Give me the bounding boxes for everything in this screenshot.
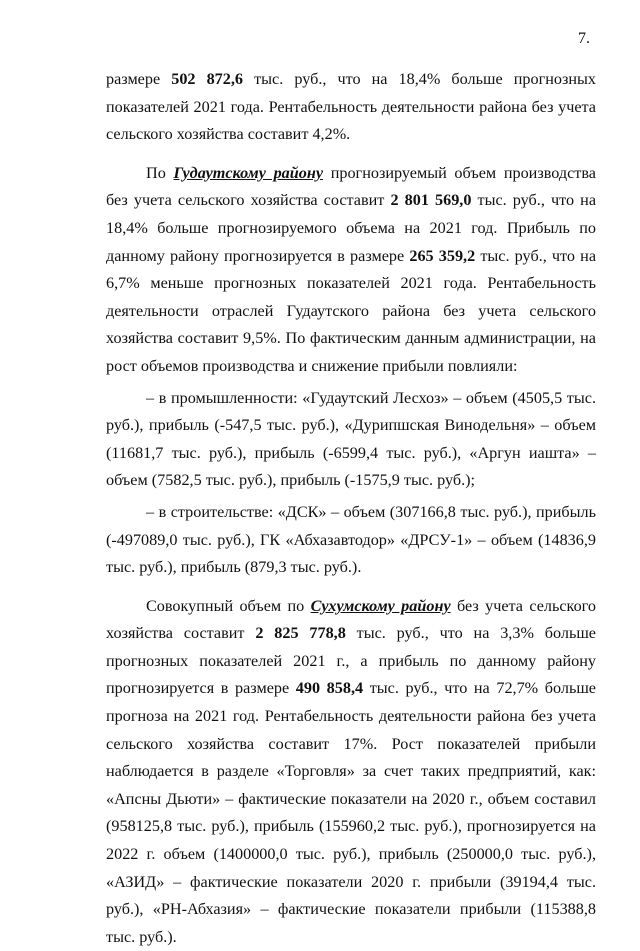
paragraph-sukhum [106, 593, 596, 951]
region-name-gudauta: Гудаутскому району [173, 163, 324, 182]
text-run: без учета сельского хозяйства составит [106, 596, 596, 643]
bold-figure: 265 359,2 [409, 246, 476, 265]
text-run: тыс. руб., что на 18,4% больше прогнозных показателей 2021 года. Рентабельность деятельности района без учета сельского хозяйства составит 4,2%. [106, 70, 597, 144]
text-run: тыс. руб., что на 18,4% больше прогнозируемого объема на 2021 год. Прибыль по данному району прогнозируется в размере [106, 191, 597, 265]
paragraph-continuation [106, 66, 596, 149]
text-run: тыс. руб., что на 6,7% меньше прогнозных показателей 2021 года. Рентабельность деятельности отраслей Гудаутского района без учета сельского хозяйства составит 9,5%. По фактическим данным администрации, на рост объемов производства и снижение прибыли повлияли: [106, 246, 597, 375]
page-number: 7. [578, 30, 590, 47]
paragraph-industry: – в промышленности: «Гудаутский Лесхоз» – объем (4505,5 тыс. руб.), прибыль (-547,5 тыс. руб.), «Дурипшская Винодельня» – объем (11681,7 тыс. руб.), прибыль (-6599,4 тыс. руб.), «Аргун иашта» – объем (7582,5 тыс. руб.), прибыль (-1575,9 тыс. руб.); [106, 388, 596, 490]
text-run: прогнозируемый объем производства без учета сельского хозяйства составит [106, 163, 596, 210]
bold-figure: 2 825 778,8 [255, 624, 346, 643]
bold-figure: 490 858,4 [295, 679, 364, 698]
text-run: Совокупный объем по [146, 596, 311, 615]
text-run: тыс. руб., что на 72,7% больше прогноза на 2021 год. Рентабельность деятельности района без учета сельского хозяйства составит 17%. Рост показателей прибыли наблюдается в разделе «Торговля» за счет таких предприятий, как: «Апсны Дьюти» – фактические показатели на 2020 г., объем составил (958125,8 тыс. руб.), прибыль (155960,2 тыс. руб.), прогнозируется на 2022 г. объем (1400000,0 тыс. руб.), прибыль (250000,0 тыс. руб.), «АЗИД» – фактические показатели 2020 г. прибыли (39194,4 тыс. руб.), «РН-Абхазия» – фактические показатели прибыли (115388,8 тыс. руб.). [106, 679, 596, 946]
paragraph-gudauta [106, 160, 596, 381]
text-run: размере [106, 70, 172, 88]
paragraph-construction: – в строительстве: «ДСК» – объем (307166,8 тыс. руб.), прибыль (-497089,0 тыс. руб.), ГК «Абхазавтодор» «ДРСУ-1» – объем (14836,9 тыс. руб.), прибыль (879,3 тыс. руб.). [106, 502, 596, 577]
body-text [106, 66, 596, 951]
text-run: тыс. руб., что на 3,3% больше прогнозных показателей 2021 г., а прибыль по данному району прогнозируется в размере [106, 624, 596, 698]
region-name-sukhum: Сухумскому району [310, 596, 451, 615]
bold-figure: 502 872,6 [171, 70, 243, 88]
text-run: По [146, 163, 174, 182]
bold-figure: 2 801 569,0 [390, 191, 472, 210]
